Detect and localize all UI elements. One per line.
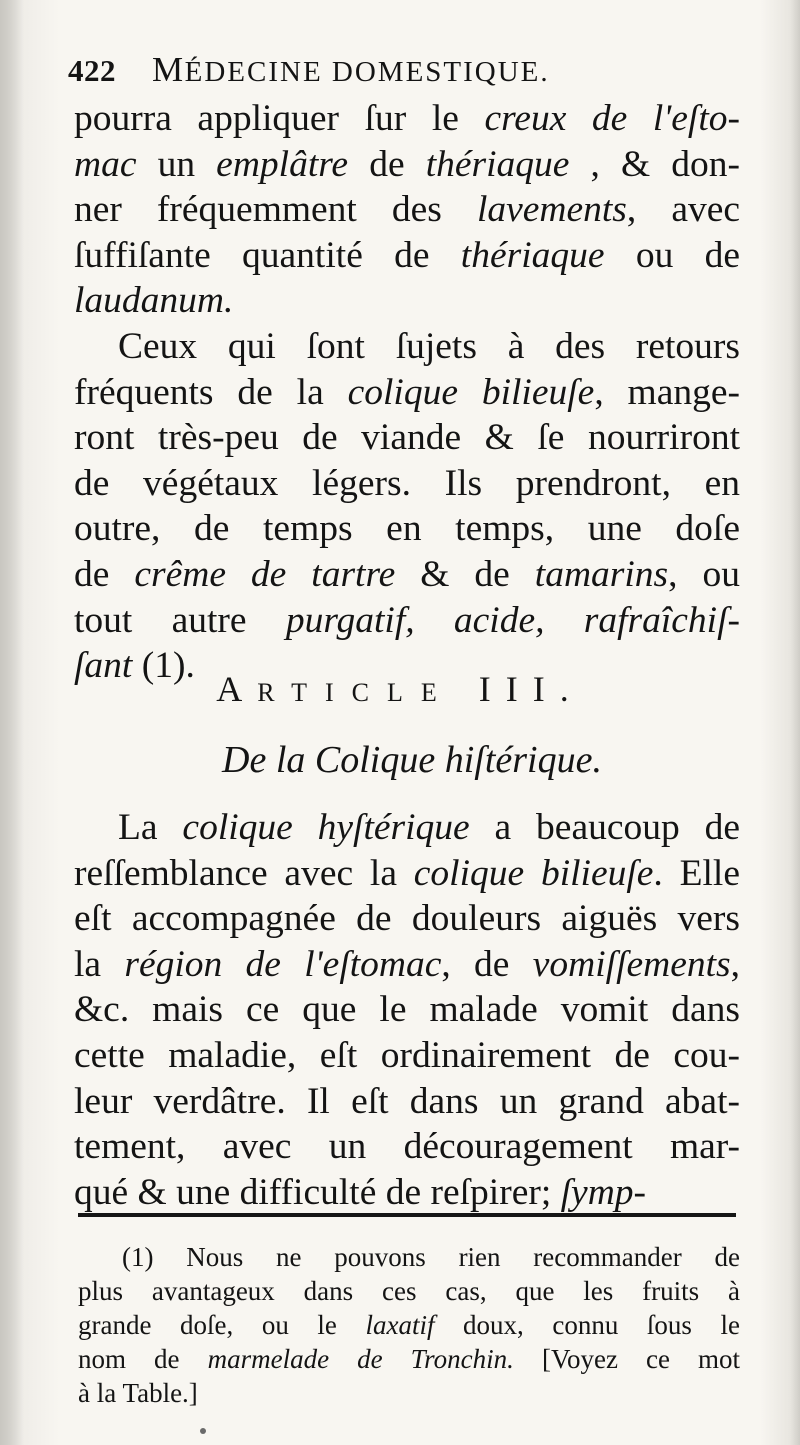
text-run: . Elle xyxy=(653,852,740,894)
footnote-text xyxy=(78,1240,740,1410)
text-run: , avec xyxy=(626,189,740,231)
text-line xyxy=(74,896,740,942)
italic-run: thériaque xyxy=(460,234,605,276)
text-run: reſſemblance avec la xyxy=(74,852,414,894)
text-run: de xyxy=(348,143,426,185)
text-run: & de xyxy=(395,553,535,595)
paragraph-bilious-colic xyxy=(74,324,740,689)
italic-run: creux de l'eſto- xyxy=(484,98,741,139)
text-run: ner fréquemment des xyxy=(74,189,477,231)
text-run: cette maladie, eſt ordinairement de cou- xyxy=(74,1034,740,1076)
italic-run: purgatif, acide, rafraîchiſ- xyxy=(285,599,740,641)
text-run: qué & une difficulté de reſpirer; xyxy=(74,1171,561,1213)
paragraph-continued xyxy=(74,96,740,324)
text-run: , ou xyxy=(668,553,740,595)
text-run: La xyxy=(118,807,183,848)
text-run: &c. mais ce que le malade vomit dans xyxy=(74,989,740,1031)
article-numeral: III. xyxy=(478,669,584,709)
main-text-bottom xyxy=(74,805,740,1215)
section-title: De la Colique hiſtérique. xyxy=(222,739,602,781)
text-line xyxy=(74,96,740,142)
text-run: eſt accompagnée de douleurs aiguës vers xyxy=(74,898,740,940)
text-line xyxy=(74,942,740,988)
italic-run: marmelade de Tronchin. xyxy=(207,1344,514,1374)
text-line xyxy=(74,1079,740,1125)
text-run: ront très-peu de viande & ſe nourriront xyxy=(74,417,740,459)
text-run: fréquents de la xyxy=(74,371,348,413)
italic-run: mac xyxy=(74,143,137,185)
text-run: , de xyxy=(441,943,533,985)
text-run: ſuffiſante quantité de xyxy=(74,234,461,276)
text-line xyxy=(74,187,740,233)
text-run: (1). xyxy=(132,645,195,687)
text-run: de xyxy=(74,553,135,595)
text-line xyxy=(78,1376,740,1410)
text-line xyxy=(74,461,740,507)
footnote-rule xyxy=(78,1213,736,1217)
text-line xyxy=(74,506,740,552)
italic-run: ſant xyxy=(74,645,133,687)
text-run: nom de xyxy=(78,1344,208,1374)
italic-run: emplâtre xyxy=(216,143,349,185)
page-number: 422 xyxy=(68,53,116,88)
text-run: outre, de temps en temps, une doſe xyxy=(74,508,740,550)
text-line xyxy=(78,1308,740,1342)
article-word-rest: RTICLE xyxy=(257,678,455,707)
paper-speck xyxy=(200,1428,206,1434)
text-line xyxy=(74,1170,740,1216)
italic-run: ſymp- xyxy=(560,1171,647,1213)
text-run: (1) Nous ne pouvons rien recommander de xyxy=(122,1242,740,1272)
paragraph-hysteric-colic xyxy=(74,805,740,1215)
text-line xyxy=(74,278,740,324)
text-run: de végétaux légers. Ils prendront, en xyxy=(74,462,740,504)
text-run: un xyxy=(136,143,217,185)
text-run: pourra appliquer ſur le xyxy=(74,98,485,139)
italic-run: région de l'eſtomac xyxy=(124,943,442,985)
italic-run: vomiſſements xyxy=(532,943,731,985)
text-run: a beaucoup de xyxy=(469,807,740,848)
text-run: à la Table.] xyxy=(78,1378,198,1408)
text-line xyxy=(74,851,740,897)
text-line xyxy=(74,987,740,1033)
gutter-shadow xyxy=(0,0,24,1445)
italic-run: colique bilieuſe xyxy=(413,852,654,894)
running-head-initial: M xyxy=(152,50,185,89)
text-line xyxy=(74,1033,740,1079)
running-head xyxy=(152,50,550,89)
text-run: , & don- xyxy=(569,143,740,185)
text-run: doux, connu ſous le xyxy=(434,1310,740,1340)
italic-run: laudanum. xyxy=(74,280,234,322)
text-line xyxy=(74,415,740,461)
text-line xyxy=(74,1124,740,1170)
text-run: la xyxy=(74,943,125,985)
text-run: ou de xyxy=(604,234,740,276)
text-line xyxy=(74,805,740,851)
page-header xyxy=(68,50,648,98)
text-run: tout autre xyxy=(74,599,286,641)
text-run: leur verdâtre. Il eſt dans un grand abat- xyxy=(74,1080,740,1122)
text-run: , xyxy=(730,943,740,985)
text-line xyxy=(74,552,740,598)
main-text-top xyxy=(74,96,740,689)
italic-run: colique bilieuſe xyxy=(347,371,595,413)
text-line xyxy=(74,598,740,644)
text-run: tement, avec un découragement mar- xyxy=(74,1126,740,1168)
italic-run: thériaque xyxy=(425,143,570,185)
running-head-rest: ÉDECINE DOMESTIQUE. xyxy=(184,56,550,88)
text-line xyxy=(78,1274,740,1308)
article-word-initial: A xyxy=(216,669,258,709)
italic-run: tamarins xyxy=(534,553,669,595)
text-run: Ceux qui ſont ſujets à des retours xyxy=(118,325,740,367)
text-run: , mange- xyxy=(594,371,741,413)
italic-run: colique hyſtérique xyxy=(182,807,470,848)
article-heading xyxy=(0,668,800,710)
text-line xyxy=(78,1240,740,1274)
text-run: grande doſe, ou le xyxy=(78,1310,366,1340)
italic-run: crême de tartre xyxy=(134,553,396,595)
italic-run: lavements xyxy=(476,189,627,231)
italic-run: laxatif xyxy=(365,1310,435,1340)
text-line xyxy=(74,370,740,416)
text-run: plus avantageux dans ces cas, que les fruits à xyxy=(78,1276,740,1306)
text-line xyxy=(74,142,740,188)
text-run: [Voyez ce mot xyxy=(513,1344,740,1374)
footnote xyxy=(78,1240,740,1410)
text-line xyxy=(74,233,740,279)
text-line xyxy=(78,1342,740,1376)
text-line xyxy=(74,324,740,370)
